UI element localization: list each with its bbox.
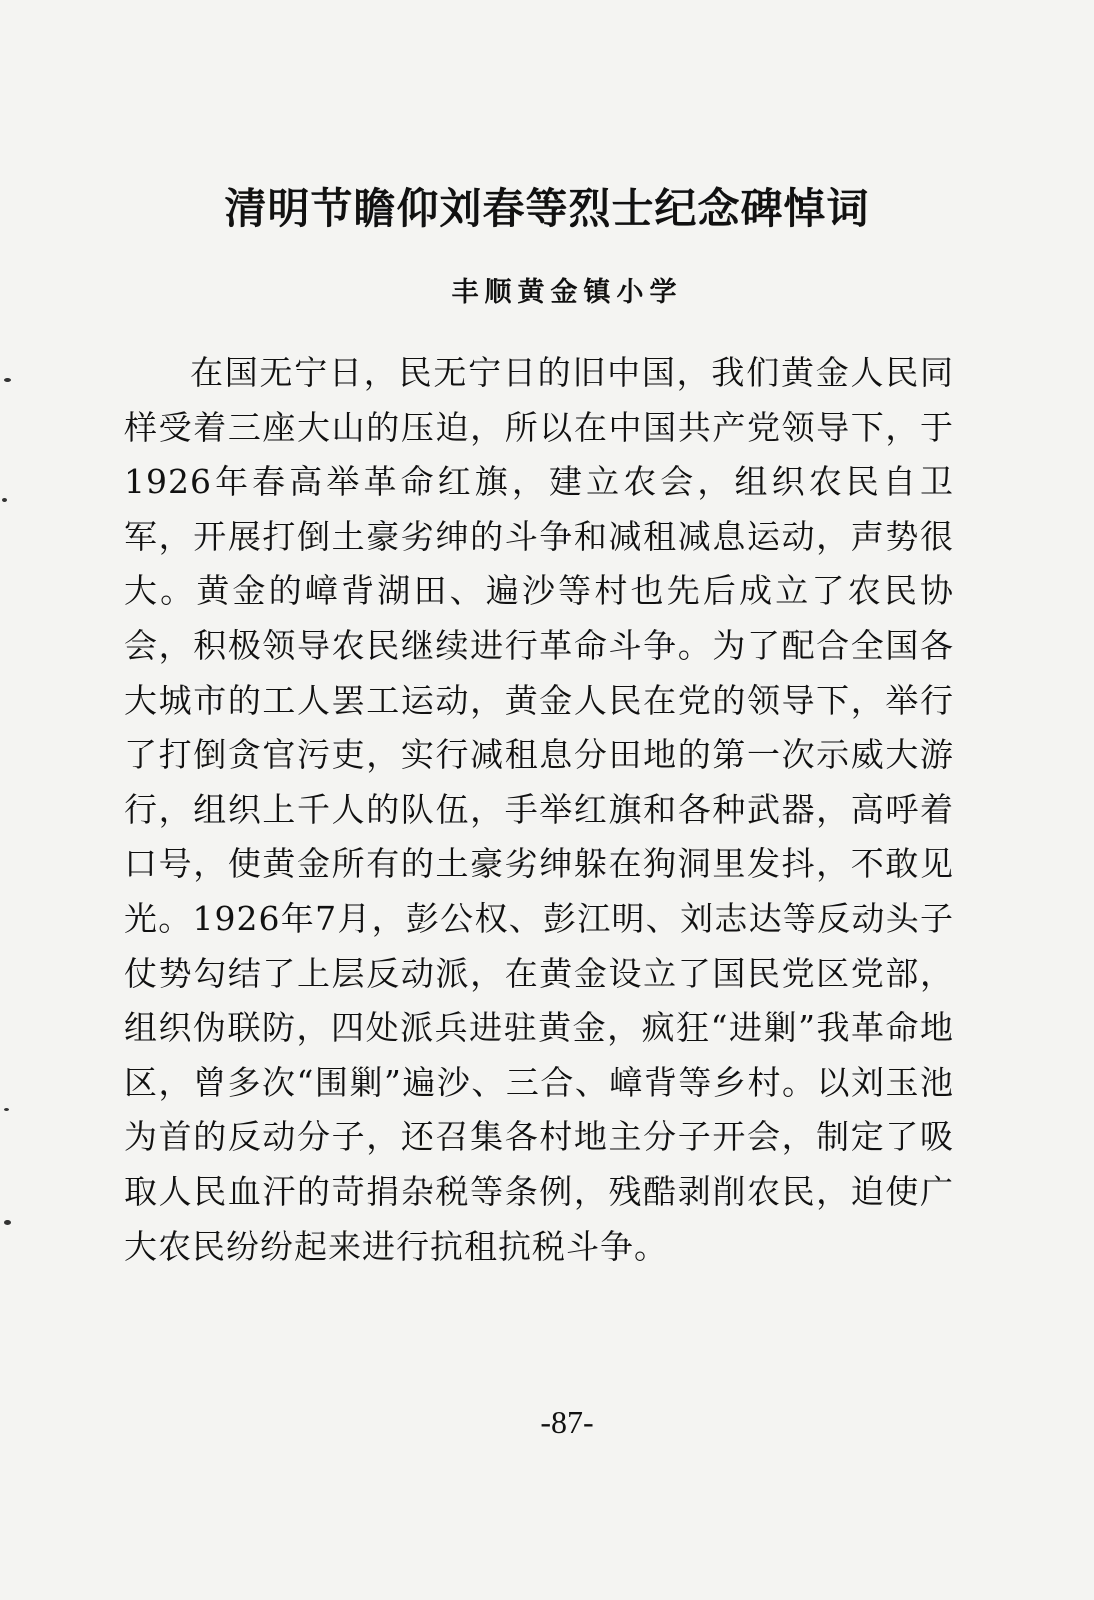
body-paragraph: 在国无宁日，民无宁日的旧中国，我们黄金人民同样受着三座大山的压迫，所以在中国共产党领导下，于1926年春高举革命红旗，建立农会，组织农民自卫军，开展打倒土豪劣绅的斗争和减租减息运动，声势很大。黄金的嶂背湖田、遍沙等村也先后成立了农民协会，积极领导农民继续进行革命斗争。为了配合全国各大城市的工人罢工运动，黄金人民在党的领导下，举行了打倒贪官污吏，实行减租息分田地的第一次示威大游行，组织上千人的队伍，手举红旗和各种武器，高呼着口号，使黄金所有的土豪劣绅躲在狗洞里发抖，不敢见光。1926年7月，彭公权、彭江明、刘志达等反动头子仗势勾结了上层反动派，在黄金设立了国民党区党部，组织伪联防，四处派兵进驻黄金，疯狂“进剿”我革命地区，曾多次“围剿”遍沙、三合、嶂背等乡村。以刘玉池为首的反动分子，还召集各村地主分子开会，制定了吸取人民血汗的苛捐杂税等条例，残酷剥削农民，迫使广大农民纷纷起来进行抗租抗税斗争。	[124, 353, 954, 1266]
document-author: 丰顺黄金镇小学	[451, 277, 683, 308]
scan-speck	[4, 1220, 11, 1225]
document-title: 清明节瞻仰刘春等烈士纪念碑悼词	[224, 184, 870, 233]
page-number: -87-	[540, 1404, 594, 1440]
scan-speck	[4, 1108, 9, 1111]
scan-speck	[4, 378, 11, 382]
scan-speck	[2, 498, 7, 502]
